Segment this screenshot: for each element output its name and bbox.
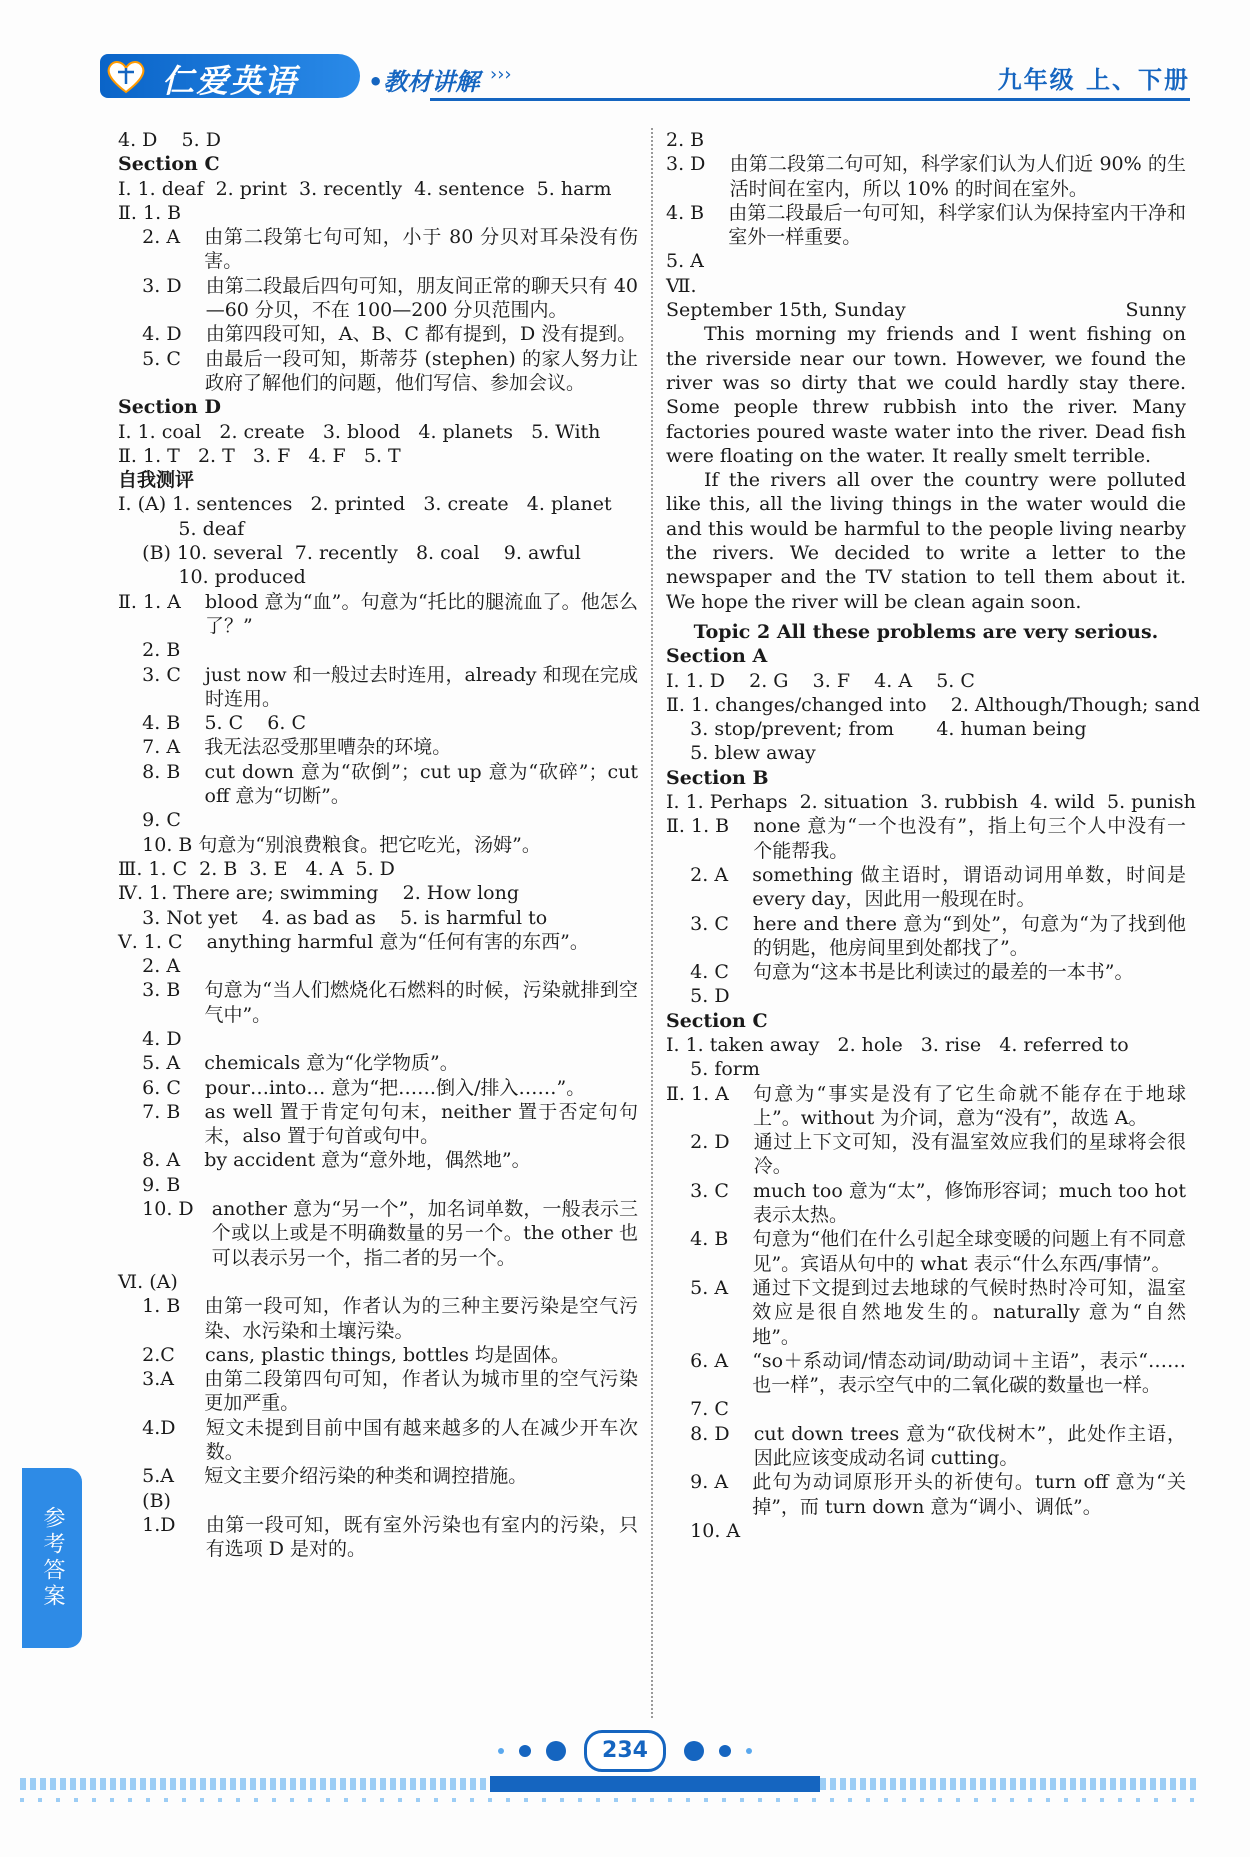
answer-explanation: 由第二段第二句可知，科学家们认为人们近 90% 的生活时间在室内，所以 10% 的时间在室外。 (729, 153, 1186, 200)
section-heading: 自我测评 (118, 469, 195, 492)
answer-line: 9. C (118, 809, 181, 832)
answer-item (118, 1076, 638, 1100)
answer-line: Ⅲ. 1. C 2. B 3. E 4. A 5. D (118, 857, 395, 880)
answer-item (118, 1197, 638, 1270)
diary-header (666, 298, 1186, 322)
answer-key: 7. B (118, 1100, 205, 1123)
answer-explanation: 由第一段可知，既有室外污染也有室内的污染，只有选项 D 是对的。 (205, 1513, 638, 1561)
answer-key: 6. C (118, 1076, 206, 1099)
answer-key: 8. D (666, 1422, 754, 1445)
answer-key: 3. C (666, 1179, 754, 1202)
answer-line: Ⅰ. 1. deaf 2. print 3. recently 4. sentence 5. harm (118, 177, 612, 200)
answer-item (118, 930, 638, 954)
answer-explanation: pour…into… 意为“把……倒入/排入……”。 (205, 1076, 586, 1099)
answer-explanation: anything harmful 意为“任何有害的东西”。 (206, 930, 589, 953)
page-footer (0, 1730, 1250, 1810)
answer-key: 1.D (118, 1513, 206, 1536)
answer-line: Ⅰ. (A) 1. sentences 2. printed 3. create 4. planet (118, 493, 612, 516)
answer-explanation: as well 置于肯定句句末，neither 置于否定句句末，also 置于句首或句中。 (204, 1100, 638, 1148)
brand-logo (100, 52, 580, 100)
answer-item (666, 912, 1186, 961)
answer-key: 5.A (118, 1465, 205, 1488)
answer-key: 4. B (666, 201, 729, 224)
answer-item (118, 1294, 638, 1343)
column-divider (651, 128, 653, 1718)
answer-item (118, 978, 638, 1027)
answer-explanation: blood 意为“血”。句意为“托比的腿流血了。他怎么了？” (205, 590, 638, 637)
answer-item (118, 760, 638, 809)
answer-line: (B) 10. several 7. recently 8. coal 9. awful (118, 542, 581, 565)
answer-key: 3. D (118, 274, 206, 297)
brand-subtitle: •教材讲解 (368, 68, 480, 96)
answer-key: 2. D (666, 1131, 754, 1154)
answer-line: 2. B (118, 639, 181, 662)
header-rule (430, 98, 1190, 101)
answer-item (666, 1470, 1186, 1519)
answer-line: 2. A (118, 955, 181, 978)
answer-item (118, 663, 638, 712)
answer-key: 10. D (118, 1198, 212, 1221)
answer-key: 4. B (666, 1228, 753, 1251)
essay-paragraph: If the rivers all over the country were polluted like this, all the living things in the water would die and this would be harmful to the people living nearby the rivers. We decided to write a letter to the newspaper and the TV station to tell them about it. We hope the river will be clean again soon. (666, 469, 1186, 613)
answer-line: 10. B 句意为“别浪费粮食。把它吃光，汤姆”。 (118, 833, 541, 856)
topic-heading: Topic 2 All these problems are very serious. (693, 620, 1159, 643)
answer-line: Ⅵ. (A) (118, 1270, 178, 1293)
page-number: 234 (584, 1730, 666, 1772)
answer-line: 5. blew away (666, 742, 816, 765)
section-heading: Section D (118, 396, 221, 419)
answer-item (118, 735, 638, 759)
answer-explanation: 此句为动词原形开头的祈使句。turn off 意为“关掉”，而 turn down 意为“调小、调低”。 (752, 1471, 1186, 1518)
answer-key: 3. D (666, 153, 730, 176)
dot-icon (519, 1745, 531, 1757)
answer-line: 5. deaf (118, 517, 245, 540)
answer-line: 7. C (666, 1398, 729, 1421)
answer-key: 4. C (666, 961, 754, 984)
answer-explanation: 句意为“这本书是比利读过的最差的一本书”。 (753, 961, 1134, 984)
answer-explanation: chemicals 意为“化学物质”。 (204, 1052, 459, 1075)
answer-explanation: 句意为“事实是没有了它生命就不能存在于地球上”。without 为介词，意为“没有”，故选 A。 (753, 1082, 1186, 1129)
answer-key: 3. C (666, 912, 754, 935)
answer-explanation: another 意为“另一个”，加名词单数，一般表示三个或以上或是不明确数量的另一个。the other 也可以表示另一个，指二者的另一个。 (211, 1198, 638, 1269)
dot-icon (719, 1745, 731, 1757)
answer-line: 3. Not yet 4. as bad as 5. is harmful to (118, 906, 548, 929)
answer-line: 4. D (118, 1027, 182, 1050)
answer-explanation: 由第四段可知，A、B、C 都有提到，D 没有提到。 (205, 323, 637, 346)
answer-key: Ⅱ. 1. B (666, 815, 754, 838)
section-heading: Section C (118, 153, 220, 176)
dot-icon (684, 1741, 704, 1761)
answer-line: 5. D (666, 985, 730, 1008)
answer-explanation: 句意为“他们在什么引起全球变暖的问题上有不同意见”。宾语从句中的 what 表示“什么东西/事情”。 (752, 1228, 1186, 1275)
side-tab-answers: 参考答案 (22, 1468, 82, 1648)
answer-item (666, 814, 1186, 863)
diary-weather: Sunny (1125, 299, 1186, 322)
answer-line: Ⅳ. 1. There are; swimming 2. How long (118, 882, 519, 905)
answer-item (666, 152, 1186, 201)
answer-line: Ⅰ. 1. D 2. G 3. F 4. A 5. C (666, 669, 975, 692)
answer-explanation: “so＋系动词/情态动词/助动词＋主语”，表示“……也一样”，表示空气中的二氧化碳的数量也一样。 (752, 1349, 1186, 1397)
answer-key: 9. A (666, 1471, 753, 1494)
answer-key: Ⅱ. 1. A (666, 1082, 754, 1105)
answer-line: Ⅶ. (666, 274, 697, 297)
answer-explanation: 短文未提到目前中国有越来越多的人在减少开车次数。 (205, 1416, 638, 1464)
answer-item (118, 1100, 638, 1149)
answer-item (118, 1343, 638, 1367)
answer-line: Ⅱ. 1. T 2. T 3. F 4. F 5. T (118, 444, 401, 467)
brand-title: 仁爱英语 (162, 62, 299, 100)
answer-explanation: 由最后一段可知，斯蒂芬 (stephen) 的家人努力让政府了解他们的问题，他们写信、参加会议。 (205, 347, 638, 394)
answer-item (666, 1130, 1186, 1179)
answer-key: 1. B (118, 1295, 205, 1318)
answer-item (666, 863, 1186, 912)
answer-explanation: cut down 意为“砍倒”；cut up 意为“砍碎”；cut off 意为“切断”。 (204, 760, 638, 808)
answer-explanation: 通过下文提到过去地球的气候时热时冷可知，温室效应是很自然地发生的。naturally 意为“自然地”。 (752, 1276, 1186, 1348)
section-heading: Section C (666, 1009, 768, 1032)
answer-key: 3.A (118, 1368, 205, 1391)
answer-line: 5. A (666, 250, 704, 273)
dot-icon (546, 1741, 566, 1761)
answer-explanation: 我无法忍受那里嘈杂的环境。 (204, 736, 452, 759)
essay-paragraph: This morning my friends and I went fishing on the riverside near our town. However, we found the river was so dirty that we could hardly stay there. Some people threw rubbish into the river. Many factories poured waste water into the river. Dead fish were floating on the water. It really smelt terrible. (666, 323, 1186, 467)
answer-item (118, 1416, 638, 1465)
section-heading: Section A (666, 645, 768, 668)
answer-item (118, 347, 638, 396)
answer-explanation: 句意为“当人们燃烧化石燃料的时候，污染就排到空气中”。 (204, 979, 638, 1026)
arrows-icon: ››› (490, 64, 512, 85)
answer-key: 2. A (118, 226, 205, 249)
dot-icon (498, 1748, 504, 1754)
answer-item (118, 1148, 638, 1172)
answer-line: 5. form (666, 1058, 760, 1081)
answer-line: Ⅰ. 1. Perhaps 2. situation 3. rubbish 4. wild 5. punish (666, 791, 1196, 814)
answer-line: (B) (118, 1489, 171, 1512)
answer-line: Ⅰ. 1. taken away 2. hole 3. rise 4. referred to (666, 1033, 1129, 1056)
answer-key: 4.D (118, 1416, 206, 1439)
answer-line: Ⅰ. 1. coal 2. create 3. blood 4. planets 5. With (118, 420, 601, 443)
answer-item (118, 225, 638, 274)
footer-dots (20, 1798, 1200, 1802)
answer-line: Ⅱ. 1. changes/changed into 2. Although/Though; sand (666, 693, 1200, 716)
answer-key: 8. B (118, 760, 205, 783)
answer-item (118, 274, 638, 323)
left-column (118, 128, 638, 1562)
answer-line: 4. B 5. C 6. C (118, 712, 307, 735)
answer-item (118, 1513, 638, 1562)
answer-item (666, 1082, 1186, 1131)
answer-explanation: just now 和一般过去时连用，already 和现在完成时连用。 (205, 663, 638, 710)
answer-explanation: 由第二段第四句可知，作者认为城市里的空气污染更加严重。 (204, 1368, 638, 1415)
answer-item (666, 1349, 1186, 1398)
answer-item (118, 590, 638, 639)
answer-item (118, 322, 638, 346)
answer-key: 3. B (118, 979, 205, 1002)
page-header (100, 52, 1190, 104)
answer-key: 6. A (666, 1349, 753, 1372)
answer-item (118, 1051, 638, 1075)
answer-key: Ⅱ. 1. A (118, 590, 206, 613)
answer-key: 5. A (666, 1276, 753, 1299)
page-indicator (0, 1730, 1250, 1772)
answer-line: 4. D 5. D (118, 129, 221, 151)
answer-explanation: here and there 意为“到处”，句意为“为了找到他的钥匙，他房间里到处都找了”。 (753, 912, 1186, 959)
answer-line: 2. B (666, 129, 705, 151)
footer-bar (490, 1776, 820, 1792)
answer-explanation: 由第二段最后一句可知，科学家们认为保持室内干净和室外一样重要。 (728, 201, 1186, 249)
answer-key: Ⅴ. 1. C (118, 930, 207, 953)
grade-label: 九年级 上、下册 (997, 66, 1190, 94)
answer-explanation: much too 意为“太”，修饰形容词；much too hot 表示太热。 (753, 1179, 1186, 1227)
answer-item (666, 1422, 1186, 1471)
answer-key: 2.C (118, 1343, 206, 1366)
answer-item (666, 201, 1186, 250)
answer-explanation: 由第二段第七句可知，小于 80 分贝对耳朵没有伤害。 (204, 226, 638, 273)
answer-line: 10. A (666, 1519, 741, 1542)
answer-explanation: something 做主语时，谓语动词用单数，时间是 every day，因此用一般现在时。 (752, 863, 1186, 911)
answer-explanation: none 意为“一个也没有”，指上句三个人中没有一个能帮我。 (753, 815, 1186, 862)
answer-explanation: 由第一段可知，作者认为的三种主要污染是空气污染、水污染和土壤污染。 (204, 1295, 638, 1342)
answer-explanation: 由第二段最后四句可知，朋友间正常的聊天只有 40—60 分贝，不在 100—200 分贝范围内。 (205, 274, 638, 322)
answer-explanation: cut down trees 意为“砍伐树木”，此处作主语，因此应该变成动名词 cutting。 (753, 1422, 1186, 1470)
answer-explanation: 短文主要介绍污染的种类和调控措施。 (204, 1465, 528, 1488)
answer-key: 4. D (118, 323, 206, 346)
answer-item (118, 1367, 638, 1416)
answer-line: 9. B (118, 1173, 181, 1196)
section-heading: Section B (666, 766, 769, 789)
answer-key: 5. A (118, 1052, 205, 1075)
answer-explanation: cans, plastic things, bottles 均是固体。 (205, 1343, 570, 1366)
answer-explanation: 通过上下文可知，没有温室效应我们的星球将会很冷。 (753, 1131, 1186, 1178)
answer-key: 7. A (118, 736, 205, 759)
answer-item (666, 960, 1186, 984)
right-column (666, 128, 1200, 1543)
answer-line: Ⅱ. 1. B (118, 201, 182, 224)
answer-key: 8. A (118, 1149, 205, 1172)
answer-key: 2. A (666, 863, 753, 886)
answer-key: 3. C (118, 663, 206, 686)
dot-icon (746, 1748, 752, 1754)
answer-item (666, 1227, 1186, 1276)
answer-explanation: by accident 意为“意外地，偶然地”。 (204, 1149, 531, 1172)
answer-key: 5. C (118, 347, 206, 370)
answer-line: 3. stop/prevent; from 4. human being (666, 718, 1087, 741)
heart-logo-icon (106, 58, 146, 94)
answer-item (666, 1179, 1186, 1228)
diary-date: September 15th, Sunday (666, 299, 906, 322)
answer-item (666, 1276, 1186, 1349)
answer-item (118, 1464, 638, 1488)
answer-line: 10. produced (118, 566, 306, 589)
